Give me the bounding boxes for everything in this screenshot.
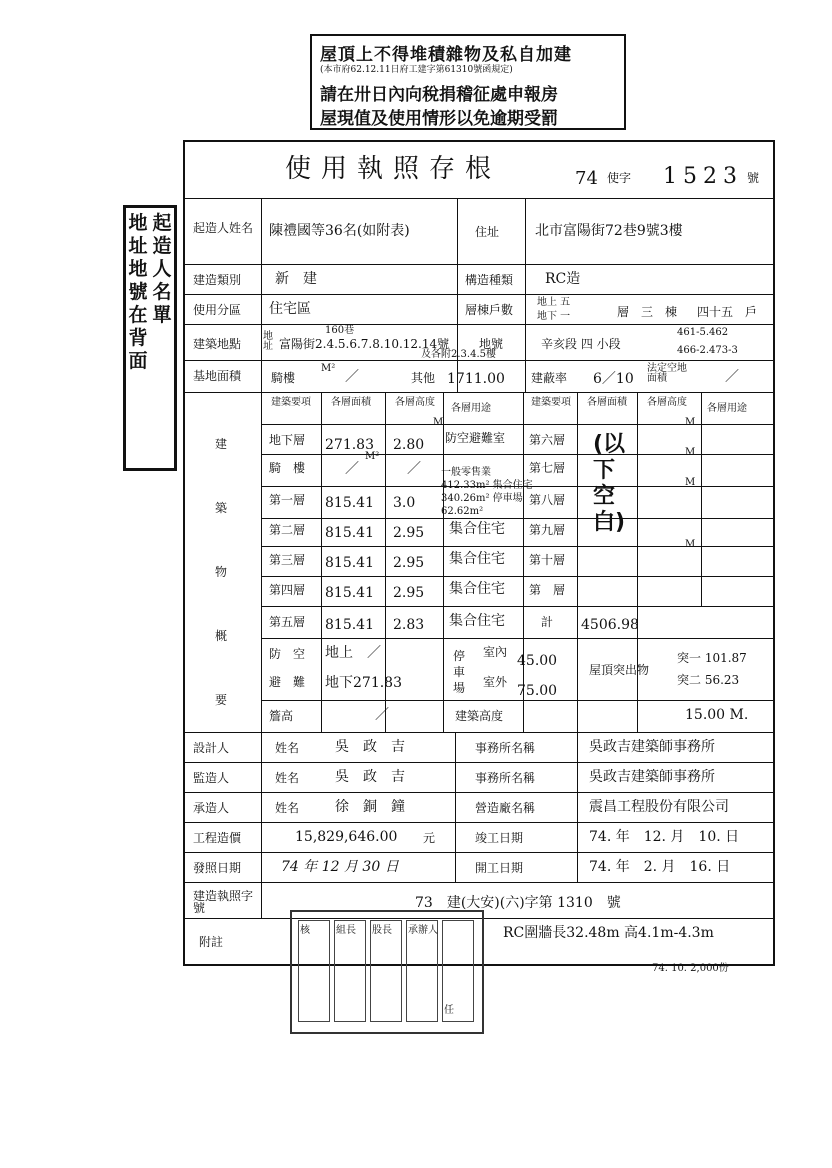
eaves-label: 簷高 <box>269 709 294 723</box>
structure-label: 構造種類 <box>465 273 514 287</box>
office-label: 事務所名稱 <box>475 741 536 755</box>
notice-line-3: 請在卅日內向稅捐稽征處申報房 <box>320 85 558 105</box>
floor-name: 第三層 <box>269 553 306 567</box>
seal-char: 股長 <box>372 925 392 936</box>
floor-name: 第二層 <box>269 523 306 537</box>
seal-char: 承辦人 <box>408 925 438 936</box>
floor-height: 2.95 <box>393 555 425 571</box>
floor-area: 815.41 <box>325 555 374 571</box>
above-ground-value: 地上 五 <box>537 297 571 308</box>
contractor-label: 承造人 <box>193 801 230 815</box>
shelter-below: 地下271.83 <box>325 675 402 691</box>
side-note-box <box>123 205 177 471</box>
approval-seal <box>290 910 484 1034</box>
license-suffix: 號 <box>747 171 760 185</box>
site-lot-value: 辛亥段 四 小段 <box>541 337 621 351</box>
address-label: 住址 <box>475 225 500 239</box>
arcade-value: ／ <box>345 369 359 385</box>
license-year: 74 <box>575 168 598 189</box>
other-label: 其他 <box>411 371 436 385</box>
designer-label: 設計人 <box>193 741 230 755</box>
unit-m: M <box>433 417 444 428</box>
unit-m: M <box>685 417 696 428</box>
contractor-name: 徐 銅 鐘 <box>335 799 405 815</box>
legal-open-label: 法定空地面積 <box>647 363 687 384</box>
floor-name: 第五層 <box>269 615 306 629</box>
outdoor-label: 室外 <box>483 675 508 689</box>
floor-use: 防空避難室 <box>445 431 506 445</box>
floor-use-header: 各層用途 <box>451 403 491 414</box>
form-title: 使用執照存根 <box>285 154 502 184</box>
floor-name-right: 第六層 <box>529 433 566 447</box>
notes-value: RC圍牆長32.48m 高4.1m-4.3m <box>503 925 714 941</box>
site-lot-label: 地號 <box>479 337 504 351</box>
floor-area-header-2: 各層面積 <box>587 397 627 408</box>
seal-char: 任 <box>444 1005 454 1016</box>
site-label: 建築地點 <box>193 337 242 351</box>
floor-name-right: 第 層 <box>529 583 566 597</box>
start-label: 開工日期 <box>475 861 524 875</box>
address-value: 北市富陽街72巷9號3樓 <box>535 223 683 239</box>
name-label: 姓名 <box>275 771 300 785</box>
floor-height-header: 各層高度 <box>395 397 435 408</box>
supervisor-label: 監造人 <box>193 771 230 785</box>
office-label: 事務所名稱 <box>475 771 536 785</box>
total-area-value: 4506.98 <box>581 617 639 633</box>
floor-use: 一般零售業412.33m² 集合住宅340.26m² 停車場62.62m² <box>441 467 533 517</box>
parking-indoor-value: 45.00 <box>517 653 558 669</box>
arcade-label: 騎樓 <box>271 371 296 385</box>
floor-area-header: 各層面積 <box>331 397 371 408</box>
site-addr-extra2: 及各附2.3.4.5樓 <box>421 349 496 360</box>
seal-char: 組長 <box>336 925 356 936</box>
start-value: 74. 年 2. 月 16. 日 <box>589 859 731 875</box>
bldg-height-label: 建築高度 <box>455 709 504 723</box>
floor-area: 815.41 <box>325 525 374 541</box>
unit-m: M <box>685 539 696 550</box>
site-addr-label: 地址 <box>263 331 273 352</box>
unit-m2: M² <box>365 451 380 462</box>
cost-label: 工程造價 <box>193 831 242 845</box>
floor-height: 2.95 <box>393 585 425 601</box>
site-addr-extra: 160巷 <box>325 325 355 336</box>
floor-area: 815.41 <box>325 617 374 633</box>
supervisor-office: 吳政吉建築師事務所 <box>589 769 715 785</box>
site-lot-no2: 466-2.473-3 <box>677 345 738 356</box>
footer-print: 74. 10. 2,000份 <box>652 963 729 974</box>
completion-value: 74. 年 12. 月 10. 日 <box>589 829 740 845</box>
floor-height: 3.0 <box>393 495 416 511</box>
notice-line-2: (本市府62.12.11日府工建字第61310號函規定) <box>320 65 513 75</box>
other-value: 1711.00 <box>447 371 505 387</box>
designer-name: 吳 政 吉 <box>335 739 405 755</box>
floor-use: 集合住宅 <box>449 581 505 597</box>
notes-label: 附註 <box>199 935 224 949</box>
license-word: 使字 <box>607 171 632 185</box>
coverage-label: 建蔽率 <box>531 371 568 385</box>
floor-use: 集合住宅 <box>449 613 505 629</box>
parking-outdoor-value: 75.00 <box>517 683 558 699</box>
blank-note: (以下空白) <box>593 432 626 535</box>
cost-unit: 元 <box>423 831 436 845</box>
structure-value: RC造 <box>545 271 581 287</box>
completion-label: 竣工日期 <box>475 831 524 845</box>
floor-use: 集合住宅 <box>449 521 505 537</box>
notice-line-1: 屋頂上不得堆積雜物及私自加建 <box>320 45 572 65</box>
applicant-label: 起造人姓名 <box>193 221 254 235</box>
name-label: 姓名 <box>275 801 300 815</box>
shelter-label-2: 避 難 <box>269 675 306 689</box>
permit-label: 建造執照字號 <box>193 889 254 915</box>
designer-office: 吳政吉建築師事務所 <box>589 739 715 755</box>
floor-use-header-2: 各層用途 <box>707 403 747 414</box>
eaves-value: ／ <box>375 707 389 723</box>
floor-height: 2.83 <box>393 617 425 633</box>
roof-value-2: 突二 56.23 <box>677 673 740 687</box>
bldg-item-header: 建築要項 <box>271 397 311 408</box>
issue-value: 74 年 12 月 30 日 <box>281 859 399 875</box>
floor-name: 第四層 <box>269 583 306 597</box>
bldg-height-value: 15.00 M. <box>685 707 749 723</box>
floors-value: 層 三 棟 <box>617 305 678 319</box>
side-note-col1: 起造人名單 <box>152 212 172 326</box>
floor-name: 地下層 <box>269 433 306 447</box>
permit-value: 73 建(大安)(六)字第 1310 號 <box>415 895 621 911</box>
supervisor-name: 吳 政 吉 <box>335 769 405 785</box>
floor-name: 第一層 <box>269 493 306 507</box>
floor-height-header-2: 各層高度 <box>647 397 687 408</box>
notice-stamp <box>310 34 626 130</box>
bldg-item-header-2: 建築要項 <box>531 397 571 408</box>
shelter-label-1: 防 空 <box>269 647 306 661</box>
floor-name-right: 第八層 <box>529 493 566 507</box>
build-type-label: 建造類別 <box>193 273 242 287</box>
side-note-col2: 地址地號在背面 <box>128 212 148 372</box>
build-type-value: 新 建 <box>275 271 317 287</box>
below-ground-value: 地下 一 <box>537 311 571 322</box>
floors-units-label: 層棟戶數 <box>465 303 514 317</box>
floor-name-right: 第十層 <box>529 553 566 567</box>
zone-value: 住宅區 <box>269 301 311 317</box>
floor-area: 271.83 <box>325 437 374 453</box>
name-label: 姓名 <box>275 741 300 755</box>
site-addr-value: 富陽街2.4.5.6.7.8.10.12.14號 <box>279 337 450 351</box>
overview-label: 建築物概要 <box>215 437 228 707</box>
roof-label: 屋頂突出物 <box>589 663 650 677</box>
floor-height: 2.95 <box>393 525 425 541</box>
floor-name: 騎 樓 <box>269 461 306 475</box>
roof-value-1: 突一 101.87 <box>677 651 747 665</box>
cost-value: 15,829,646.00 <box>295 829 398 845</box>
unit-m: M <box>685 477 696 488</box>
legal-open-value: ／ <box>725 369 739 385</box>
base-area-unit: M² <box>321 363 336 374</box>
issue-label: 發照日期 <box>193 861 242 875</box>
units-value: 四十五 戶 <box>697 305 758 319</box>
floor-name-right: 第九層 <box>529 523 566 537</box>
zone-label: 使用分區 <box>193 303 242 317</box>
floor-height: ／ <box>407 461 421 477</box>
notice-line-4: 屋現值及使用情形以免逾期受罰 <box>320 109 558 129</box>
total-label: 計 <box>541 615 554 629</box>
site-lot-no1: 461-5.462 <box>677 327 729 338</box>
coverage-value: 6／10 <box>593 371 634 387</box>
license-number: 1523 <box>663 164 743 189</box>
indoor-label: 室內 <box>483 645 508 659</box>
use-license-form <box>183 140 775 966</box>
floor-area: 815.41 <box>325 495 374 511</box>
base-area-label: 基地面積 <box>193 369 242 383</box>
contractor-firm: 震昌工程股份有限公司 <box>589 799 729 815</box>
shelter-above: 地上 ／ <box>325 645 381 661</box>
floor-height: 2.80 <box>393 437 425 453</box>
floor-area: 815.41 <box>325 585 374 601</box>
firm-label: 營造廠名稱 <box>475 801 536 815</box>
floor-area: ／ <box>345 461 359 477</box>
applicant-value: 陳禮國等36名(如附表) <box>269 223 410 239</box>
parking-label: 停車場 <box>453 649 466 695</box>
floor-name-right: 第七層 <box>529 461 566 475</box>
floor-use: 集合住宅 <box>449 551 505 567</box>
seal-char: 核 <box>300 925 310 936</box>
unit-m: M <box>685 447 696 458</box>
